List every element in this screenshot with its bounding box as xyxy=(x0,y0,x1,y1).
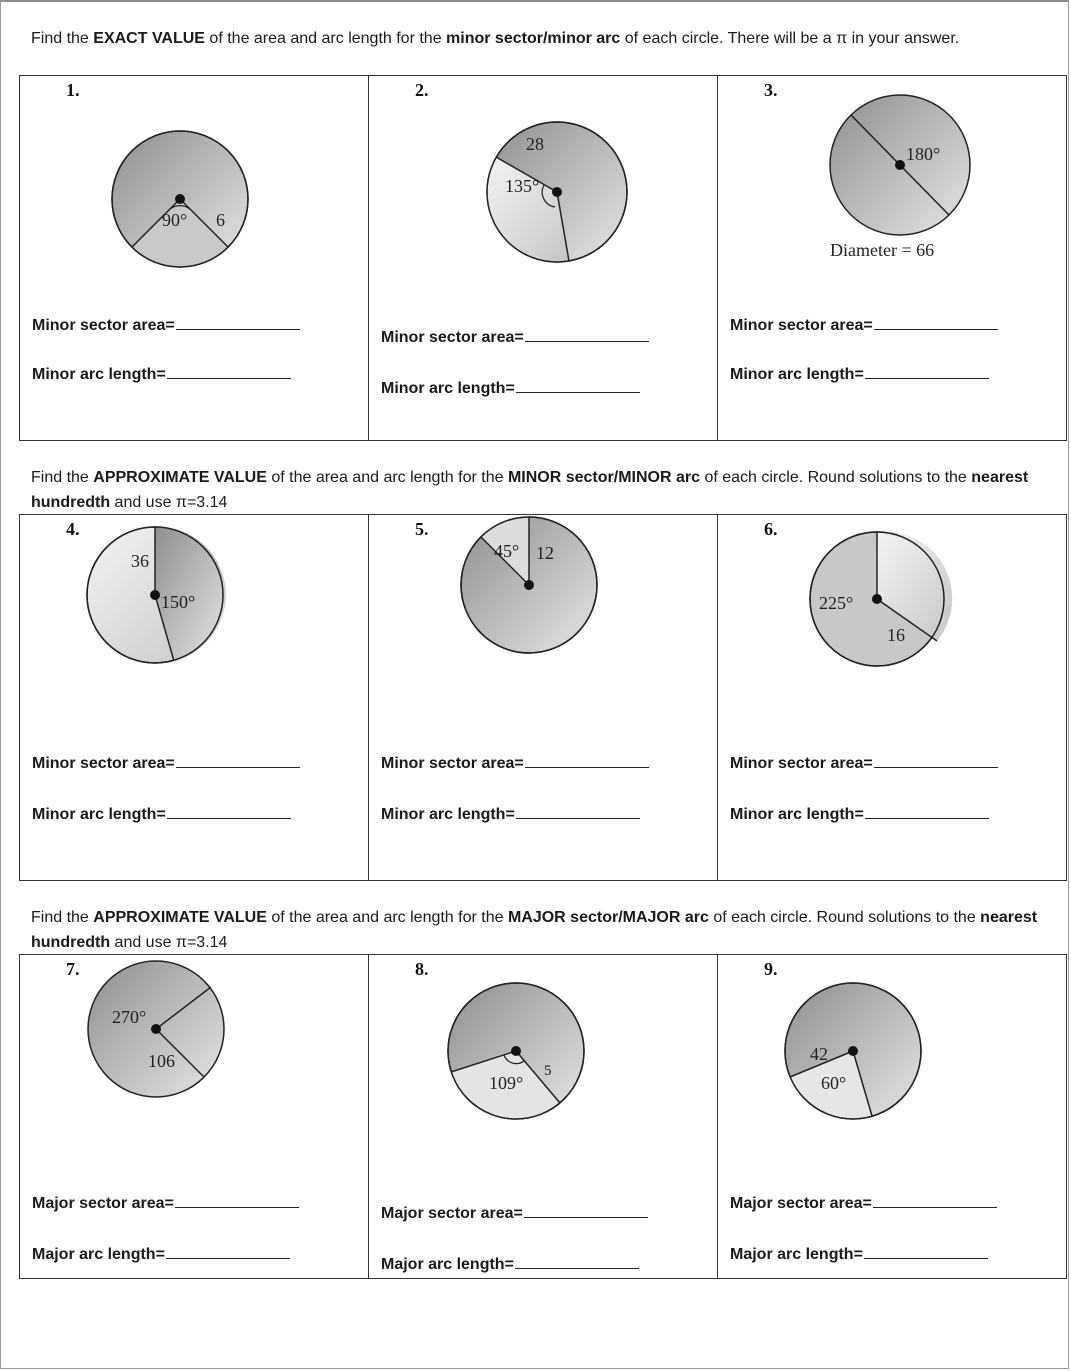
answer-line-arc: Minor arc length= xyxy=(730,366,989,384)
circle-figure-5 xyxy=(449,515,629,675)
answer-blank[interactable] xyxy=(516,817,640,819)
answer-blank[interactable] xyxy=(525,766,649,768)
problem-number: 7. xyxy=(66,959,80,979)
answer-blank[interactable] xyxy=(865,377,989,379)
section3-grid xyxy=(19,954,1067,1279)
section1-grid xyxy=(19,75,1067,441)
answer-line-arc: Minor arc length= xyxy=(32,366,291,384)
radius-label: 42 xyxy=(810,1044,828,1064)
problem-number: 8. xyxy=(415,959,429,979)
radius-label: 28 xyxy=(526,134,544,154)
problem-2 xyxy=(369,76,718,440)
problem-1 xyxy=(20,76,369,440)
problem-number: 4. xyxy=(66,519,80,539)
angle-label: 180° xyxy=(906,144,941,164)
problem-7 xyxy=(20,955,369,1278)
angle-label: 45° xyxy=(494,541,520,561)
circle-figure-1 xyxy=(80,106,280,286)
answer-blank[interactable] xyxy=(525,340,649,342)
answer-line-area: Minor sector area= xyxy=(32,755,300,773)
problem-9 xyxy=(718,955,1066,1278)
circle-figure-4 xyxy=(70,515,270,685)
angle-label: 109° xyxy=(489,1073,524,1093)
answer-line-arc: Major arc length= xyxy=(730,1246,988,1264)
problem-5 xyxy=(369,515,718,880)
circle-figure-3 xyxy=(818,86,998,266)
answer-line-area: Major sector area= xyxy=(381,1205,648,1223)
answer-blank[interactable] xyxy=(874,766,998,768)
answer-line-area: Major sector area= xyxy=(730,1195,997,1213)
problem-6 xyxy=(718,515,1066,880)
radius-label: 6 xyxy=(216,210,225,230)
section1-instruction: Find the EXACT VALUE of the area and arc length for the minor sector/minor arc of each circle. There will be a π in your answer. xyxy=(31,30,960,47)
answer-line-area: Minor sector area= xyxy=(730,755,998,773)
answer-blank[interactable] xyxy=(864,1257,988,1259)
angle-label: 135° xyxy=(505,176,540,196)
angle-label: 270° xyxy=(112,1007,147,1027)
radius-label: 106 xyxy=(148,1051,175,1071)
radius-label: 5 xyxy=(544,1063,552,1079)
answer-blank[interactable] xyxy=(167,817,291,819)
circle-figure-7 xyxy=(80,955,260,1105)
answer-line-arc: Minor arc length= xyxy=(730,806,989,824)
problem-number: 2. xyxy=(415,80,429,100)
answer-line-area: Minor sector area= xyxy=(32,317,300,335)
problem-number: 3. xyxy=(764,80,778,100)
angle-label: 225° xyxy=(819,593,854,613)
answer-line-area: Major sector area= xyxy=(32,1195,299,1213)
problem-number: 6. xyxy=(764,519,778,539)
problem-number: 5. xyxy=(415,519,429,539)
answer-blank[interactable] xyxy=(873,1206,997,1208)
diameter-label: Diameter = 66 xyxy=(830,240,935,260)
answer-blank[interactable] xyxy=(516,391,640,393)
angle-label: 60° xyxy=(821,1073,847,1093)
circle-figure-8 xyxy=(439,975,629,1145)
problem-3 xyxy=(718,76,1066,440)
answer-blank[interactable] xyxy=(175,1206,299,1208)
circle-figure-6 xyxy=(808,515,998,685)
answer-line-area: Minor sector area= xyxy=(730,317,998,335)
radius-label: 36 xyxy=(131,551,149,571)
answer-line-arc: Minor arc length= xyxy=(381,806,640,824)
answer-line-area: Minor sector area= xyxy=(381,755,649,773)
answer-blank[interactable] xyxy=(167,377,291,379)
problem-8 xyxy=(369,955,718,1278)
answer-blank[interactable] xyxy=(865,817,989,819)
answer-blank[interactable] xyxy=(176,766,300,768)
radius-label: 16 xyxy=(887,625,905,645)
answer-line-arc: Minor arc length= xyxy=(381,380,640,398)
section3-instruction: Find the APPROXIMATE VALUE of the area and arc length for the MAJOR sector/MAJOR arc of each circle. Round solutions to the nearest hundredth and use π=3.14 xyxy=(31,909,1038,951)
radius-label: 12 xyxy=(536,543,554,563)
problem-number: 1. xyxy=(66,80,80,100)
answer-blank[interactable] xyxy=(515,1267,639,1269)
answer-blank[interactable] xyxy=(874,328,998,330)
problem-number: 9. xyxy=(764,959,778,979)
section2-instruction: Find the APPROXIMATE VALUE of the area and arc length for the MINOR sector/MINOR arc of each circle. Round solutions to the nearest hundredth and use π=3.14 xyxy=(31,469,1029,511)
answer-blank[interactable] xyxy=(166,1257,290,1259)
angle-label: 150° xyxy=(161,592,196,612)
circle-figure-9 xyxy=(778,975,968,1145)
circle-figure-2 xyxy=(429,96,629,276)
angle-label: 90° xyxy=(162,210,188,230)
problem-4 xyxy=(20,515,369,880)
answer-blank[interactable] xyxy=(176,328,300,330)
answer-line-area: Minor sector area= xyxy=(381,329,649,347)
section2-grid xyxy=(19,514,1067,881)
answer-blank[interactable] xyxy=(524,1216,648,1218)
answer-line-arc: Major arc length= xyxy=(381,1256,639,1274)
answer-line-arc: Minor arc length= xyxy=(32,806,291,824)
answer-line-arc: Major arc length= xyxy=(32,1246,290,1264)
